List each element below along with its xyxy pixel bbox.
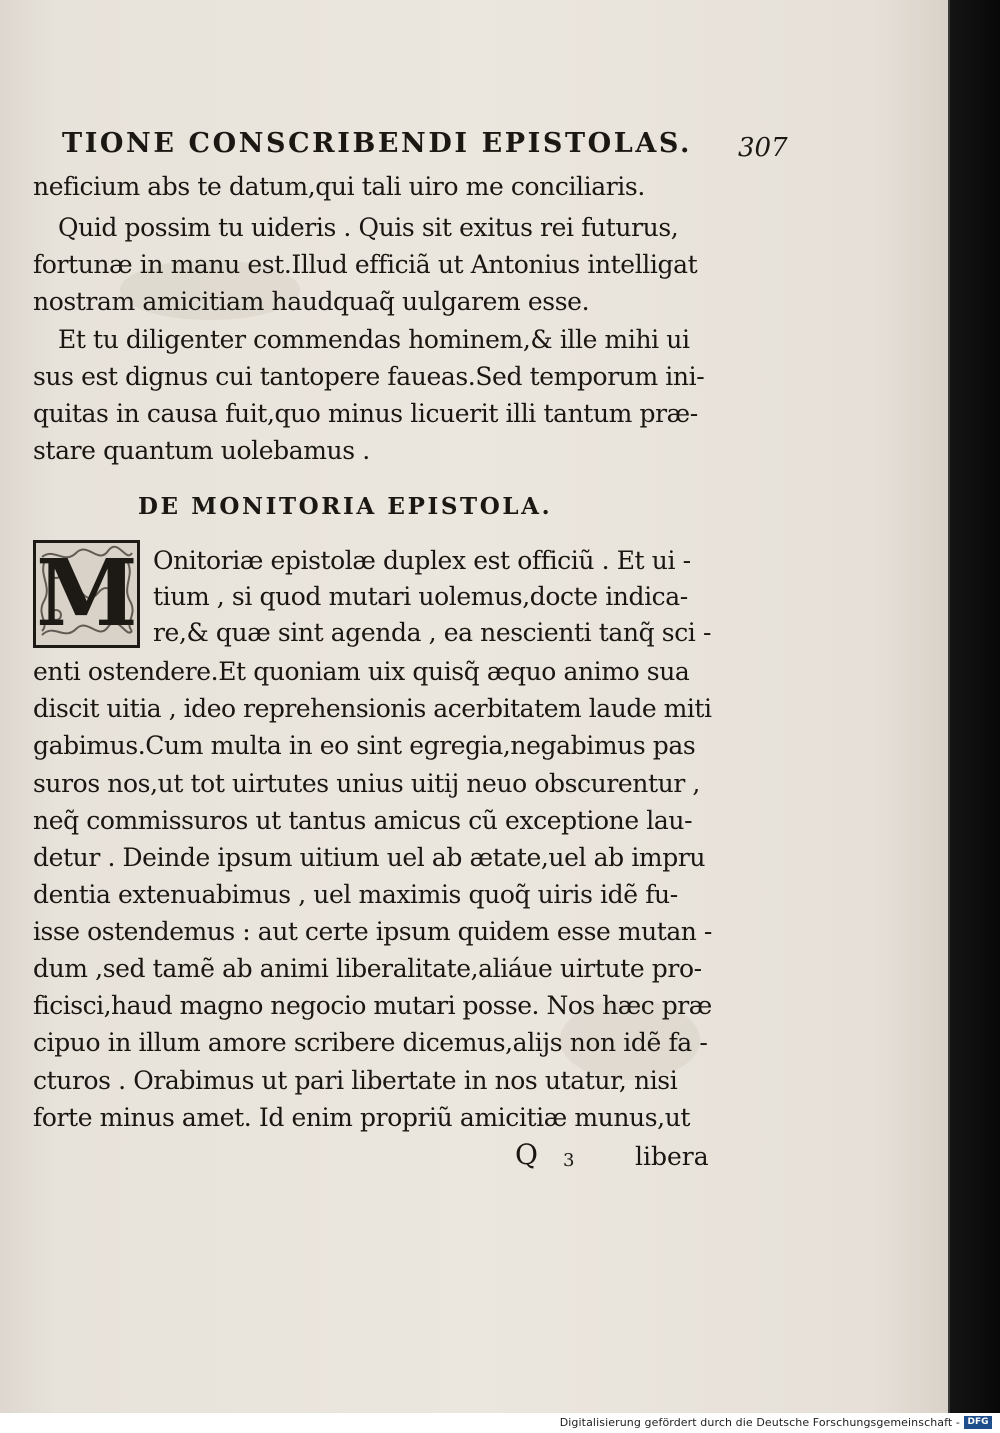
- text-line: forte minus amet. Id enim propriũ amicitiæ munus,ut: [33, 1103, 691, 1132]
- decorated-initial: [33, 540, 140, 648]
- text-line: stare quantum uolebamus .: [33, 436, 370, 465]
- funding-notice: Digitalisierung gefördert durch die Deutsche Forschungsgemeinschaft -: [559, 1416, 960, 1429]
- text-line: suros nos,ut tot uirtutes unius uitij neuo obscurentur ,: [33, 769, 700, 798]
- catchword: libera: [635, 1142, 709, 1171]
- footer-bar: [0, 1413, 1000, 1433]
- page-edge-line: [948, 0, 950, 1413]
- text-line: quitas in causa fuit,quo minus licuerit illi tantum præ-: [33, 399, 698, 428]
- text-line: neficium abs te datum,qui tali uiro me conciliaris.: [33, 172, 645, 201]
- scan-border: [948, 0, 1000, 1413]
- text-line: neq̃ commissuros ut tantus amicus cũ exceptione lau-: [33, 806, 693, 835]
- text-line: dum ,sed tamẽ ab animi liberalitate,aliáue uirtute pro-: [33, 954, 702, 983]
- text-line: Quid possim tu uideris . Quis sit exitus rei futurus,: [58, 213, 679, 242]
- text-line: gabimus.Cum multa in eo sint egregia,negabimus pas: [33, 731, 696, 760]
- text-line: isse ostendemus : aut certe ipsum quidem esse mutan -: [33, 917, 712, 946]
- text-line: fortunæ in manu est.Illud efficiã ut Antonius intelligat: [33, 250, 698, 279]
- dfg-logo: DFG: [964, 1416, 992, 1429]
- text-line: Et tu diligenter commendas hominem,& ille mihi ui: [58, 325, 690, 354]
- text-line: enti ostendere.Et quoniam uix quisq̃ æquo animo sua: [33, 657, 690, 686]
- text-line: nostram amicitiam haudquaq̃ uulgarem esse.: [33, 287, 590, 316]
- text-line: tium , si quod mutari uolemus,docte indica-: [153, 582, 688, 611]
- text-line: re,& quæ sint agenda , ea nescienti tanq̃ sci -: [153, 618, 711, 647]
- signature-number: 3: [563, 1150, 575, 1171]
- text-line: discit uitia , ideo reprehensionis acerbitatem laude miti: [33, 694, 712, 723]
- text-line: dentia extenuabimus , uel maximis quoq̃ uiris idẽ fu-: [33, 880, 678, 909]
- text-line: ficisci,haud magno negocio mutari posse. Nos hæc præ: [33, 991, 712, 1020]
- section-heading: DE MONITORIA EPISTOLA.: [138, 493, 553, 520]
- initial-letter: M: [36, 539, 138, 647]
- text-line: cipuo in illum amore scribere dicemus,alijs non idẽ fa -: [33, 1028, 708, 1057]
- running-head: TIONE CONSCRIBENDI EPISTOLAS.: [62, 128, 693, 159]
- text-line: cturos . Orabimus ut pari libertate in nos utatur, nisi: [33, 1066, 678, 1095]
- page-number: 307: [738, 133, 788, 163]
- text-line: detur . Deinde ipsum uitium uel ab ætate,uel ab impru: [33, 843, 706, 872]
- text-line: sus est dignus cui tantopere faueas.Sed temporum ini-: [33, 362, 705, 391]
- text-line: Onitoriæ epistolæ duplex est officiũ . Et ui -: [153, 546, 691, 575]
- signature-mark: Q: [515, 1138, 538, 1171]
